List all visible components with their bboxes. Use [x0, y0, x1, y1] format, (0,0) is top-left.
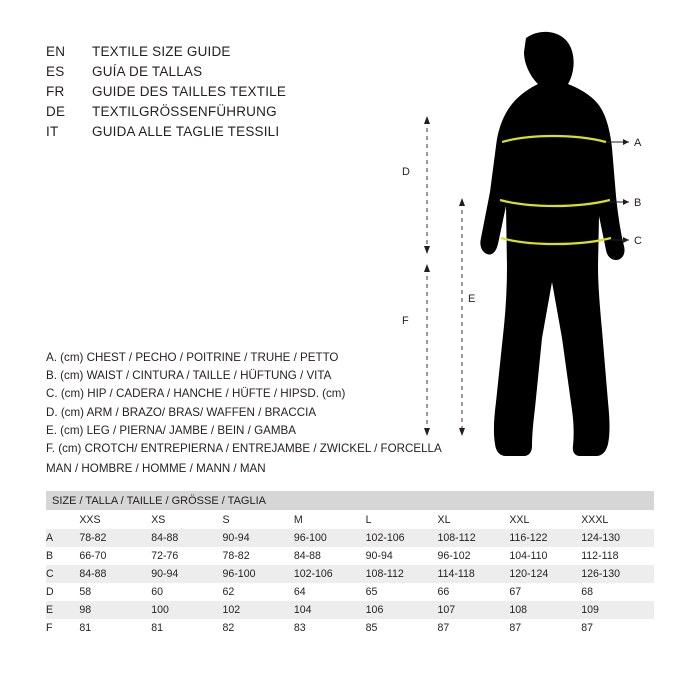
marker-label-a: A [634, 137, 642, 149]
cell: 100 [151, 601, 222, 619]
marker-label-f: F [402, 315, 409, 327]
language-row [46, 124, 406, 144]
cell: 84-88 [151, 529, 222, 547]
language-row [46, 84, 406, 104]
cell: 96-100 [294, 529, 366, 547]
cell: 112-118 [581, 547, 654, 565]
column-header [46, 510, 79, 529]
cell: 90-94 [223, 529, 294, 547]
legend-line: F. (cm) CROTCH/ ENTREPIERNA / ENTREJAMBE / ZWICKEL / FORCELLA [46, 442, 442, 456]
cell: 83 [294, 619, 366, 637]
legend-line: C. (cm) HIP / CADERA / HANCHE / HÜFTE / HIPSD. (cm) [46, 387, 346, 401]
cell: 87 [581, 619, 654, 637]
column-header: XS [151, 510, 222, 529]
cell: 106 [366, 601, 438, 619]
table-title: SIZE / TALLA / TAILLE / GRÖSSE / TAGLIA [46, 491, 654, 510]
cell: 96-100 [223, 565, 294, 583]
cell: 87 [438, 619, 510, 637]
cell: 68 [581, 583, 654, 601]
language-text: TEXTILGRÖSSENFÜHRUNG [92, 104, 277, 119]
cell: 102 [223, 601, 294, 619]
row-label: A [46, 529, 79, 547]
row-label: B [46, 547, 79, 565]
cell: 90-94 [151, 565, 222, 583]
column-header: XXXL [581, 510, 654, 529]
table-row [46, 547, 654, 565]
table-row [46, 583, 654, 601]
marker-label-b: B [634, 197, 642, 209]
cell: 72-76 [151, 547, 222, 565]
column-header: M [294, 510, 366, 529]
cell: 81 [151, 619, 222, 637]
column-header: XXL [509, 510, 581, 529]
cell: 84-88 [294, 547, 366, 565]
language-text: GUIDA ALLE TAGLIE TESSILI [92, 124, 280, 139]
language-code: IT [46, 124, 59, 139]
row-label: E [46, 601, 79, 619]
size-table [46, 491, 654, 637]
column-header: XL [438, 510, 510, 529]
cell: 109 [581, 601, 654, 619]
legend-line: D. (cm) ARM / BRAZO/ BRAS/ WAFFEN / BRACCIA [46, 405, 317, 419]
marker-f-dimension [424, 264, 430, 436]
cell: 81 [79, 619, 151, 637]
cell: 84-88 [79, 565, 151, 583]
language-row [46, 44, 406, 64]
body-measurement-diagram [390, 20, 680, 480]
row-label: D [46, 583, 79, 601]
cell: 108-112 [366, 565, 438, 583]
cell: 78-82 [223, 547, 294, 565]
cell: 82 [223, 619, 294, 637]
legend-line: A. (cm) CHEST / PECHO / POITRINE / TRUHE / PETTO [46, 351, 339, 364]
legend-line: B. (cm) WAIST / CINTURA / TAILLE / HÜFTUNG / VITA [46, 369, 332, 383]
table-title-row [46, 491, 654, 510]
language-row [46, 104, 406, 124]
language-code: ES [46, 64, 65, 79]
language-code: DE [46, 104, 66, 119]
cell: 78-82 [79, 529, 151, 547]
row-label: F [46, 619, 79, 637]
cell: 108 [509, 601, 581, 619]
table-row [46, 529, 654, 547]
marker-label-e: E [468, 293, 476, 305]
cell: 62 [223, 583, 294, 601]
language-text: GUIDE DES TAILLES TEXTILE [92, 84, 287, 99]
cell: 96-102 [438, 547, 510, 565]
marker-label-c: C [634, 235, 642, 247]
cell: 116-122 [509, 529, 581, 547]
language-text: GUÍA DE TALLAS [92, 64, 203, 79]
cell: 67 [509, 583, 581, 601]
cell: 126-130 [581, 565, 654, 583]
cell: 65 [366, 583, 438, 601]
language-text: TEXTILE SIZE GUIDE [92, 44, 231, 59]
row-label: C [46, 565, 79, 583]
marker-e-dimension [459, 198, 465, 436]
marker-d-dimension [424, 116, 430, 254]
language-code: FR [46, 84, 65, 99]
marker-label-d: D [402, 166, 410, 178]
table-row [46, 601, 654, 619]
cell: 60 [151, 583, 222, 601]
cell: 104 [294, 601, 366, 619]
table-header-row [46, 510, 654, 529]
cell: 87 [509, 619, 581, 637]
gender-label: MAN / HOMBRE / HOMME / MANN / MAN [46, 462, 266, 475]
cell: 66-70 [79, 547, 151, 565]
cell: 104-110 [509, 547, 581, 565]
cell: 98 [79, 601, 151, 619]
cell: 64 [294, 583, 366, 601]
cell: 108-112 [438, 529, 510, 547]
column-header: XXS [79, 510, 151, 529]
cell: 58 [79, 583, 151, 601]
cell: 102-106 [294, 565, 366, 583]
legend-line: E. (cm) LEG / PIERNA/ JAMBE / BEIN / GAMBA [46, 423, 296, 437]
cell: 107 [438, 601, 510, 619]
language-code: EN [46, 44, 66, 59]
cell: 66 [438, 583, 510, 601]
language-row [46, 64, 406, 84]
language-title-block [46, 44, 406, 144]
cell: 90-94 [366, 547, 438, 565]
column-header: L [366, 510, 438, 529]
cell: 102-106 [366, 529, 438, 547]
cell: 124-130 [581, 529, 654, 547]
cell: 114-118 [438, 565, 510, 583]
table-row [46, 565, 654, 583]
cell: 120-124 [509, 565, 581, 583]
table-row [46, 619, 654, 637]
column-header: S [223, 510, 294, 529]
cell: 85 [366, 619, 438, 637]
